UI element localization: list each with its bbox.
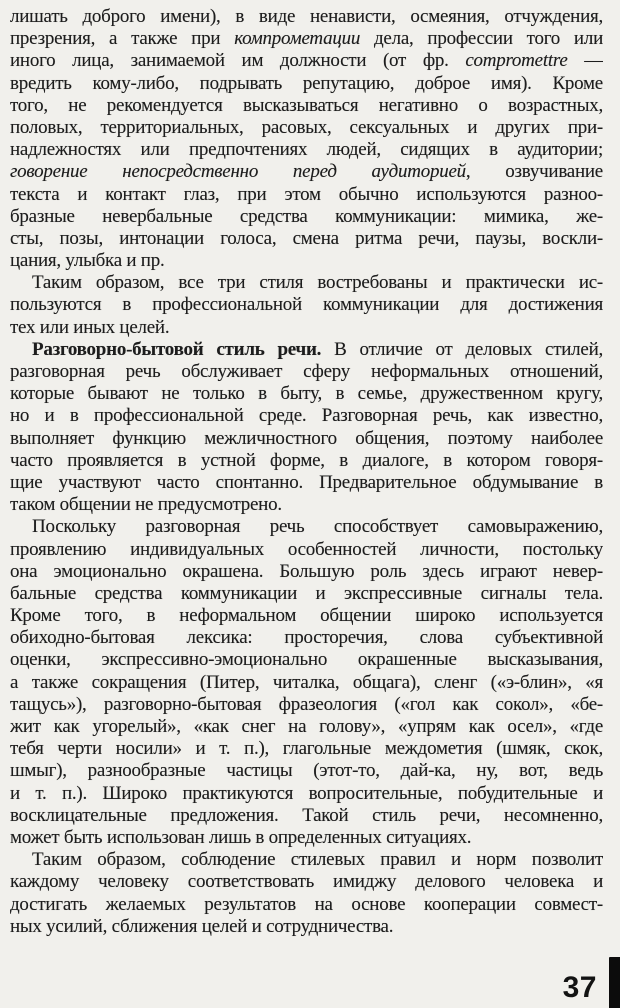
text-run: В отличие от деловых стилей, bbox=[321, 338, 603, 360]
text-run: надлежностях или предпочтениях людей, сидящих в аудитории; bbox=[10, 139, 603, 161]
text-line bbox=[10, 339, 603, 361]
text-line bbox=[10, 50, 603, 72]
text-line bbox=[10, 139, 603, 161]
text-run: обиходно-бытовая лексика: просторечия, слова субъективной bbox=[10, 627, 603, 649]
text-run: бразные невербальные средства коммуникации: мимика, же- bbox=[10, 205, 603, 227]
text-run: презрения, а также при bbox=[10, 28, 235, 50]
text-run: Кроме того, в неформальном общении широко используется bbox=[10, 605, 603, 627]
text-run: тащусь»), разговорно-бытовая фразеология («гол как сокол», «бе- bbox=[10, 693, 603, 715]
text-run: разговорная речь обслуживает сферу неформальных отношений, bbox=[10, 361, 603, 382]
text-run: пользуются в профессиональной коммуникации для достижения bbox=[10, 294, 603, 316]
text-run: бальные средства коммуникации и экспрессивные сигналы тела. bbox=[10, 582, 603, 604]
text-line bbox=[10, 605, 603, 627]
text-run: шмыг), разнообразные частицы (этот-то, дай-ка, ну, вот, ведь bbox=[10, 760, 603, 782]
text-run: Поскольку разговорная речь способствует самовыражению, bbox=[32, 516, 603, 538]
text-line bbox=[10, 6, 603, 28]
text-line bbox=[10, 783, 603, 805]
text-run: восклицательные предложения. Такой стиль речи, несомненно, bbox=[10, 804, 603, 826]
text-run: тех или иных целей. bbox=[10, 316, 170, 338]
text-run: и т. п.). Широко практикуются вопросительные, побудительные и bbox=[10, 782, 603, 804]
text-line bbox=[10, 694, 603, 716]
text-line bbox=[10, 805, 603, 827]
text-line bbox=[10, 294, 603, 316]
text-line bbox=[10, 716, 603, 738]
page-number: 37 bbox=[562, 971, 597, 1004]
text-line bbox=[10, 383, 603, 405]
text-run: текста и контакт глаз, при этом обычно используются разноо- bbox=[10, 183, 603, 205]
text-run: Таким образом, соблюдение стилевых правил и норм позволит bbox=[32, 849, 603, 871]
text-line bbox=[10, 849, 603, 871]
page-text-block bbox=[10, 6, 603, 938]
text-run: сты, позы, интонации голоса, смена ритма речи, паузы, воскли- bbox=[10, 227, 603, 249]
text-line bbox=[10, 561, 603, 583]
text-run: а также сокращения (Питер, читалка, общага), сленг («э-блин», «я bbox=[10, 671, 603, 693]
text-run: цания, улыбка и пр. bbox=[10, 250, 165, 272]
bold-run: Разговорно-бытовой стиль речи. bbox=[32, 338, 322, 360]
text-line bbox=[10, 871, 603, 893]
text-line bbox=[10, 516, 603, 538]
text-line bbox=[10, 583, 603, 605]
italic-run: говорение непосредственно перед аудиторией bbox=[10, 161, 466, 183]
text-run: тебя черти носили» и т. п.), глагольные междометия (шмяк, скок, bbox=[10, 738, 603, 760]
text-line bbox=[10, 672, 603, 694]
text-line bbox=[10, 539, 603, 561]
text-run: половых, территориальных, расовых, сексуальных и других при- bbox=[10, 116, 603, 138]
text-line bbox=[10, 361, 603, 383]
text-run: дела, профессии того или bbox=[360, 28, 603, 50]
text-run: она эмоционально окрашена. Большую роль здесь играют невер- bbox=[10, 560, 603, 582]
text-line bbox=[10, 161, 603, 183]
text-run: оценки, экспрессивно-эмоционально окрашенные высказывания, bbox=[10, 649, 603, 671]
text-run: достигать желаемых результатов на основе кооперации совмест- bbox=[10, 893, 603, 915]
text-run: каждому человеку соответствовать имиджу делового человека и bbox=[10, 871, 603, 893]
text-run: Таким образом, все три стиля востребованы и практически ис- bbox=[32, 272, 603, 294]
text-line bbox=[10, 206, 603, 228]
text-line bbox=[10, 894, 603, 916]
text-line bbox=[10, 428, 603, 450]
text-run: жит как угорелый», «как снег на голову», «упрям как осел», «где bbox=[10, 716, 603, 737]
text-run: проявлению индивидуальных особенностей личности, постольку bbox=[10, 538, 603, 560]
text-line bbox=[10, 405, 603, 427]
text-run: того, не рекомендуется высказываться негативно о возрастных, bbox=[10, 94, 603, 116]
text-run: лишать доброго имени), в виде ненависти, осмеяния, отчуждения, bbox=[10, 6, 603, 27]
text-line bbox=[10, 117, 603, 139]
text-run: таком общении не предусмотрено. bbox=[10, 494, 282, 516]
text-run: иного лица, занимаемой им должности (от фр. bbox=[10, 50, 466, 72]
text-run: но и в профессиональной среде. Разговорная речь, как известно, bbox=[10, 405, 603, 427]
text-line bbox=[10, 627, 603, 649]
text-run: щие участвуют часто спонтанно. Предварительное обдумывание в bbox=[10, 471, 603, 493]
text-run: выполняет функцию межличностного общения, поэтому наиболее bbox=[10, 427, 603, 449]
text-line bbox=[10, 250, 603, 272]
text-run: часто проявляется в устной форме, в диалоге, в котором говоря- bbox=[10, 449, 603, 471]
text-line bbox=[10, 494, 603, 516]
text-line bbox=[10, 317, 603, 339]
text-line bbox=[10, 916, 603, 938]
text-line bbox=[10, 28, 603, 50]
text-line bbox=[10, 272, 603, 294]
italic-run: компрометации bbox=[234, 28, 361, 50]
text-run: может быть использован лишь в определенных ситуациях. bbox=[10, 826, 472, 848]
text-line bbox=[10, 73, 603, 95]
text-line bbox=[10, 184, 603, 206]
italic-run: compromettre bbox=[465, 50, 568, 72]
text-line bbox=[10, 649, 603, 671]
text-line bbox=[10, 827, 603, 849]
text-line bbox=[10, 760, 603, 782]
text-line bbox=[10, 228, 603, 250]
text-line bbox=[10, 450, 603, 472]
text-line bbox=[10, 472, 603, 494]
text-line bbox=[10, 738, 603, 760]
text-run: которые бывают не только в быту, в семье, дружественном кругу, bbox=[10, 383, 603, 405]
text-run: — bbox=[567, 50, 603, 72]
text-line bbox=[10, 95, 603, 117]
page-edge-tab bbox=[609, 957, 620, 1008]
text-run: вредить кому-либо, подрывать репутацию, доброе имя). Кроме bbox=[10, 72, 603, 94]
text-run: ных усилий, сближения целей и сотрудничества. bbox=[10, 915, 394, 937]
text-run: , озвучивание bbox=[465, 161, 603, 183]
